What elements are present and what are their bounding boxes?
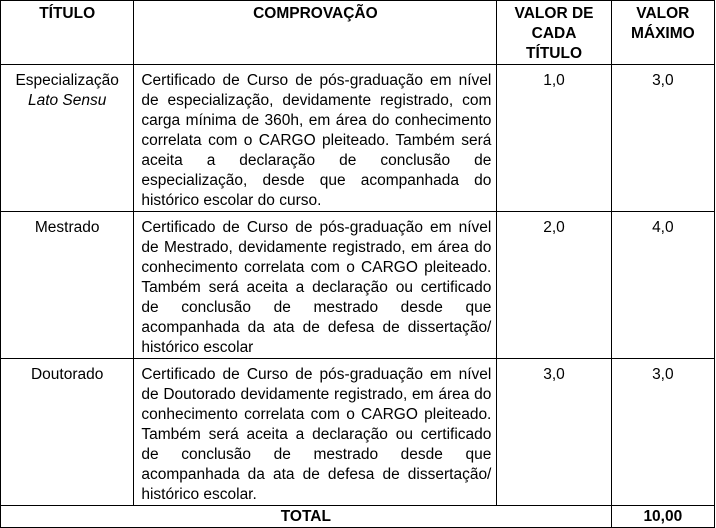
row-valor-cada: 3,0	[497, 359, 611, 506]
row-titulo: Doutorado	[30, 366, 104, 383]
table-row	[1, 65, 715, 212]
header-valor-max-line2: MÁXIMO	[630, 25, 695, 42]
total-label: TOTAL	[1, 506, 612, 528]
header-comprovacao: COMPROVAÇÃO	[134, 1, 497, 65]
header-valor-cada-line1: VALOR DE	[514, 5, 594, 22]
header-valor-maximo	[611, 1, 714, 65]
header-valor-cada-line3: TÍTULO	[526, 45, 583, 62]
total-row	[1, 506, 715, 528]
header-titulo: TÍTULO	[1, 1, 134, 65]
header-valor-cada-titulo	[497, 1, 611, 65]
row-valor-cada: 1,0	[497, 65, 611, 212]
table-header-row	[1, 1, 715, 65]
total-value: 10,00	[611, 506, 714, 528]
row-titulo: Mestrado	[34, 219, 100, 236]
row-titulo-sub: Lato Sensu	[27, 92, 107, 109]
table-row	[1, 212, 715, 359]
header-valor-cada-line2: CADA	[531, 25, 577, 42]
row-titulo: Especialização	[15, 72, 119, 89]
row-comprovacao: Certificado de Curso de pós-graduação em nível de especialização, devidamente registrado, com carga mínima de 360h, em área do conhecimento correlata com o CARGO pleiteado. Também será aceita a declaração de conclusão de especialização, desde que acompanhada do histórico escolar do curso.	[134, 65, 497, 212]
row-valor-cada: 2,0	[497, 212, 611, 359]
row-comprovacao: Certificado de Curso de pós-graduação em nível de Doutorado devidamente registrado, em área do conhecimento correlata com o CARGO pleiteado. Também será aceita a declaração ou certificado de conclusão de mestrado desde que acompanhada da ata de defesa de dissertação/ histórico escolar.	[134, 359, 497, 506]
header-valor-max-line1: VALOR	[636, 5, 690, 22]
row-titulo-cell	[1, 65, 134, 212]
row-valor-max: 4,0	[611, 212, 714, 359]
table-row	[1, 359, 715, 506]
row-comprovacao: Certificado de Curso de pós-graduação em nível de Mestrado, devidamente registrado, em área do conhecimento correlata com o CARGO pleiteado. Também será aceita a declaração ou certificado de conclusão de mestrado desde que acompanhada da ata de defesa de dissertação/ histórico escolar	[134, 212, 497, 359]
row-valor-max: 3,0	[611, 359, 714, 506]
row-titulo-cell	[1, 359, 134, 506]
row-titulo-cell	[1, 212, 134, 359]
row-valor-max: 3,0	[611, 65, 714, 212]
